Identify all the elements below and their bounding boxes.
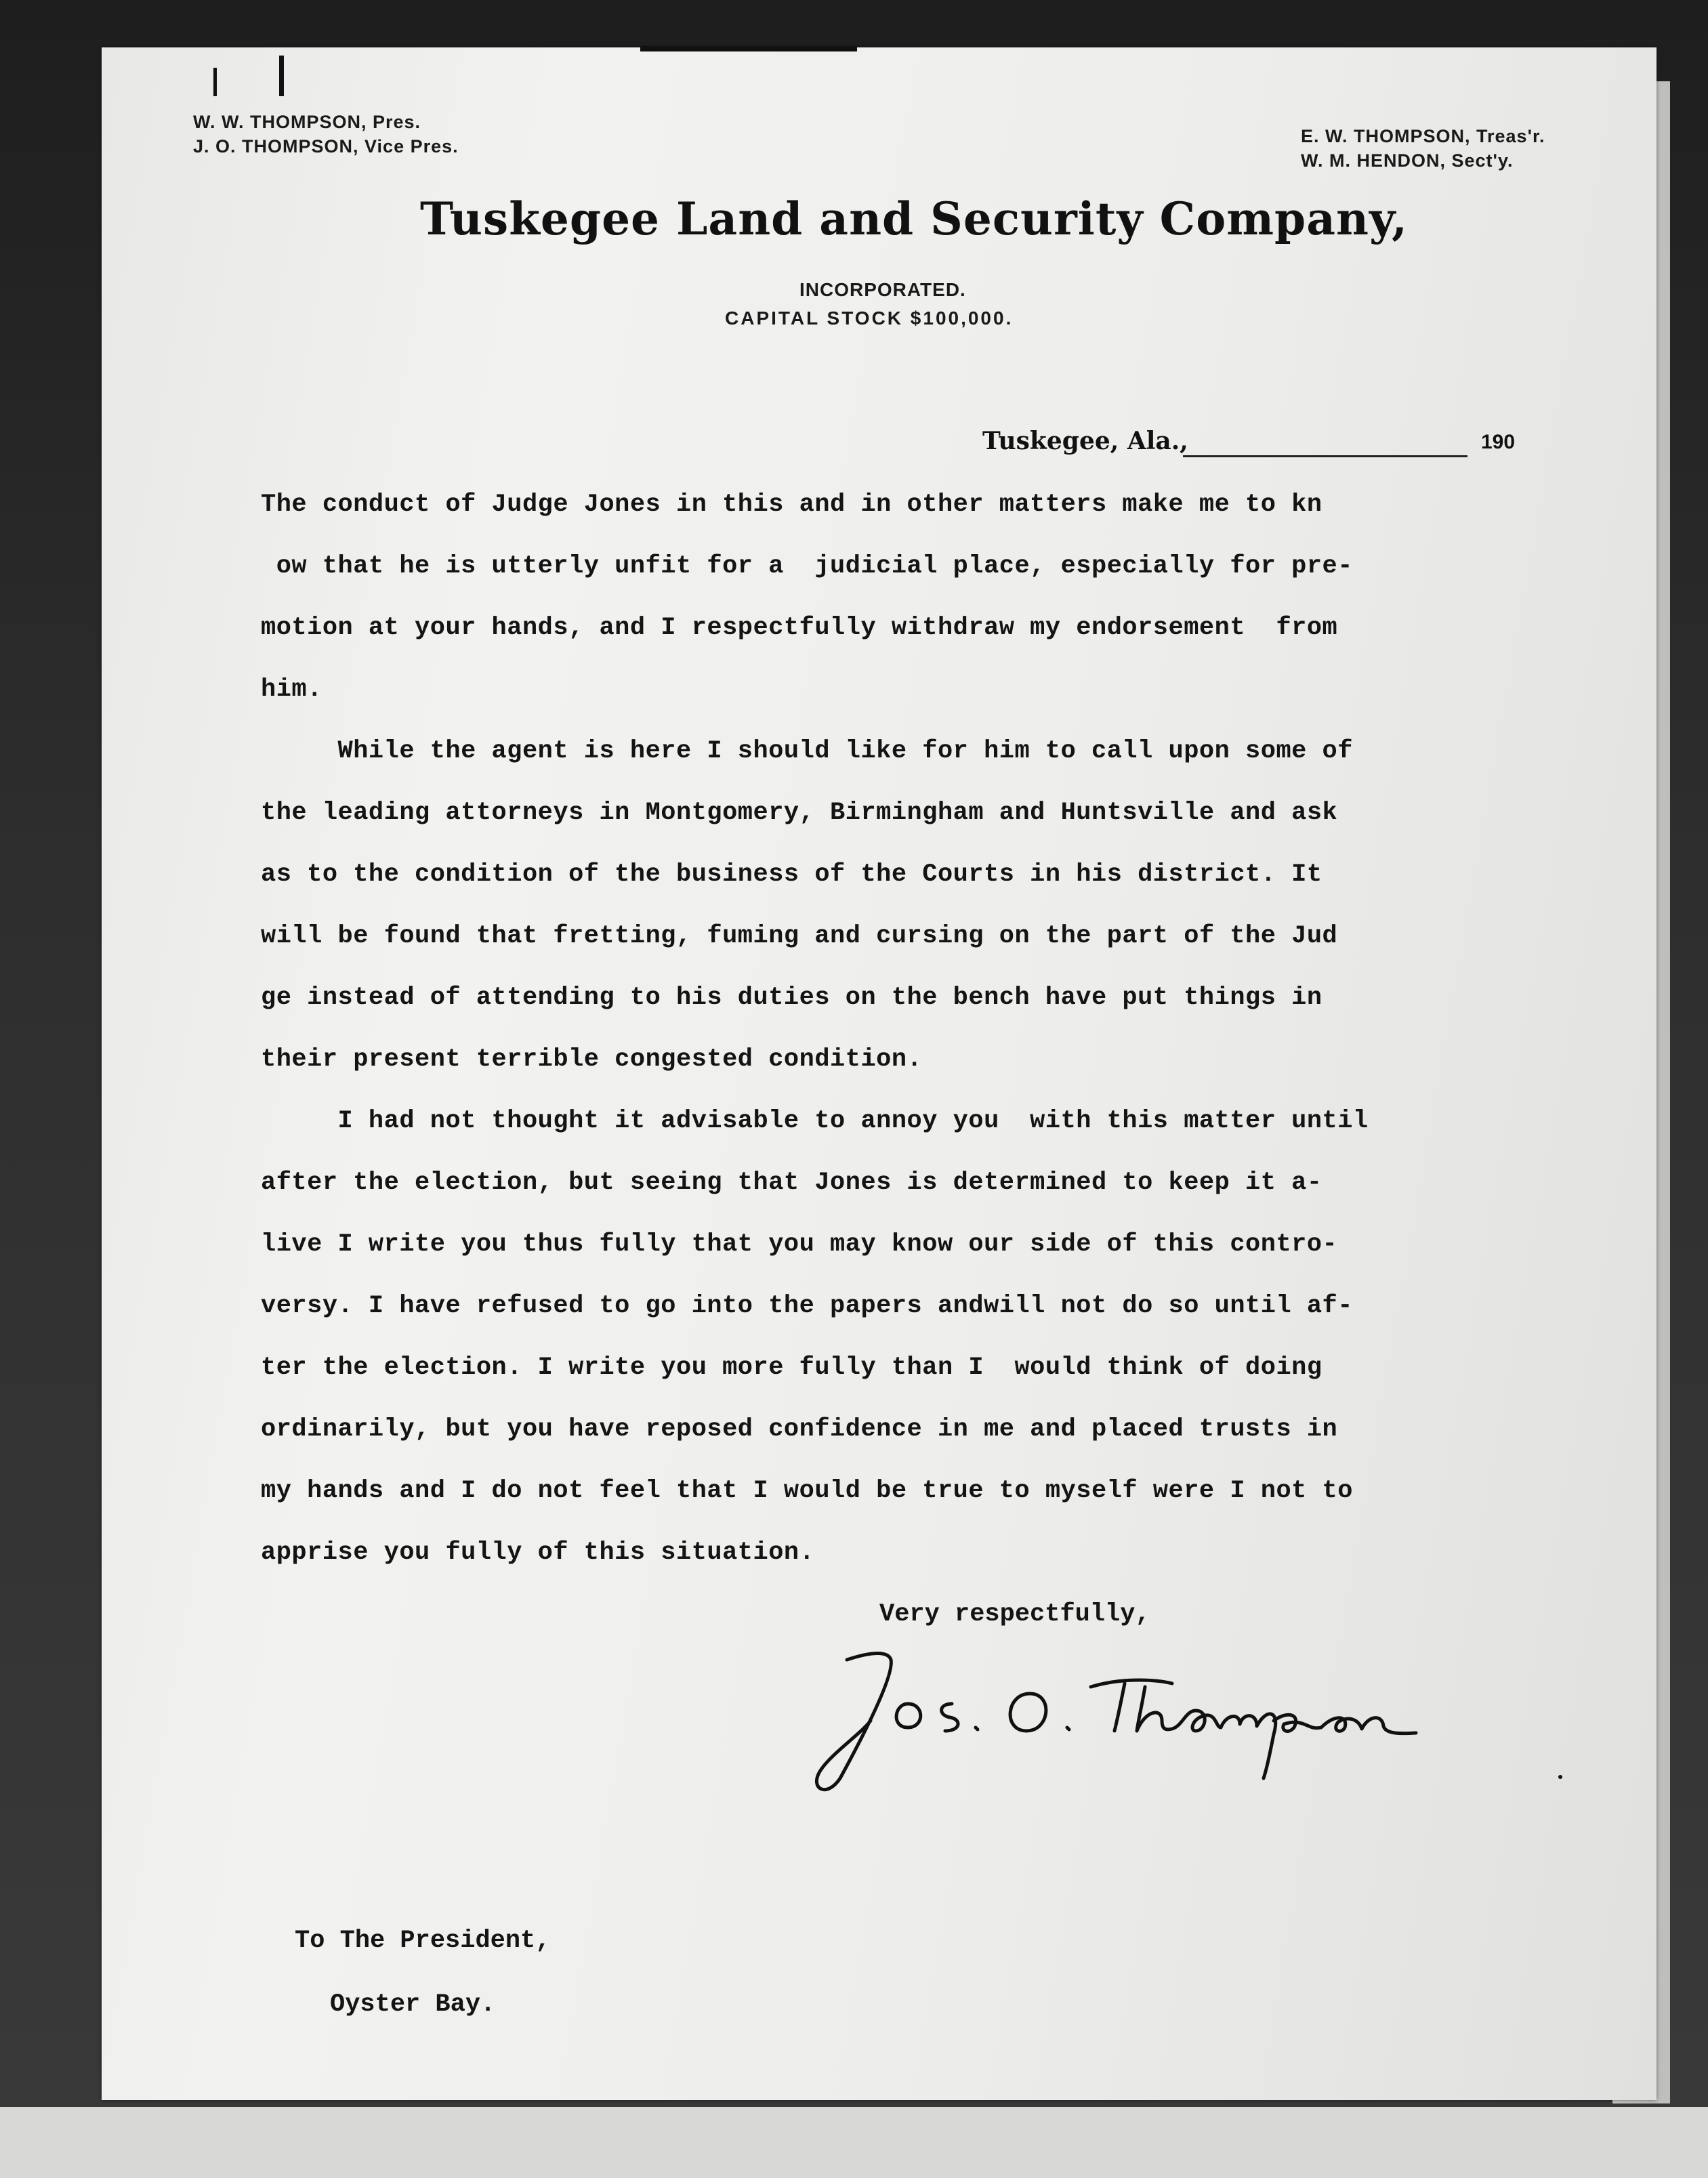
recipient-line: To The President, [295,1927,551,1955]
body-line: versy. I have refused to go into the papers andwill not do so until af- [261,1292,1353,1320]
company-name: Tuskegee Land and Security Company, [420,192,1408,245]
incorporated-label: INCORPORATED. [799,279,966,300]
body-line: live I write you thus fully that you may know our side of this contro- [261,1230,1338,1259]
ink-mark [640,46,857,51]
body-line: I had not thought it advisable to annoy you with this matter until [261,1107,1369,1135]
officer-treasurer: E. W. THOMPSON, Treas'r. [1301,126,1545,146]
body-line: ge instead of attending to his duties on the bench have put things in [261,984,1322,1012]
ink-mark [1558,1775,1562,1779]
body-line: motion at your hands, and I respectfully withdraw my endorsement from [261,614,1338,642]
body-line: him. [261,675,322,704]
body-line: The conduct of Judge Jones in this and in other matters make me to kn [261,490,1322,519]
officer-vice-president: J. O. THOMPSON, Vice Pres. [193,136,459,156]
officers-right [1301,124,1545,173]
closing: Very respectfully, [879,1600,1150,1629]
body-line: the leading attorneys in Montgomery, Birmingham and Huntsville and ask [261,799,1338,827]
officer-secretary: W. M. HENDON, Sect'y. [1301,150,1514,171]
signature-handwritten [806,1639,1470,1802]
body-line: as to the condition of the business of the Courts in his district. It [261,860,1322,889]
body-line: apprise you fully of this situation. [261,1538,815,1567]
recipient-address [295,1909,550,2036]
body-line: their present terrible congested condition. [261,1045,923,1074]
capital-stock-label: CAPITAL STOCK $100,000. [725,308,1014,329]
bottom-background-strip [0,2107,1708,2178]
dateline-year: 190 [1481,431,1516,453]
letter-body [261,474,1568,1584]
body-line: ter the election. I write you more fully than I would think of doing [261,1354,1322,1382]
recipient-line: Oyster Bay. [330,1990,496,2019]
date-blank-line [1183,455,1467,457]
body-line: ow that he is utterly unfit for a judicial place, especially for pre- [261,552,1353,581]
body-line: While the agent is here I should like for him to call upon some of [261,737,1353,766]
ink-mark [279,56,284,96]
officers-left [193,110,459,159]
body-line: my hands and I do not feel that I would be true to myself were I not to [261,1477,1353,1505]
officer-president: W. W. THOMPSON, Pres. [193,112,421,132]
body-line: ordinarily, but you have reposed confidence in me and placed trusts in [261,1415,1338,1444]
body-line: will be found that fretting, fuming and cursing on the part of the Jud [261,922,1338,950]
dateline [982,427,1524,461]
body-line: after the election, but seeing that Jones is determined to keep it a- [261,1169,1322,1197]
ink-mark [213,68,217,96]
dateline-place: Tuskegee, Ala., [982,427,1188,455]
